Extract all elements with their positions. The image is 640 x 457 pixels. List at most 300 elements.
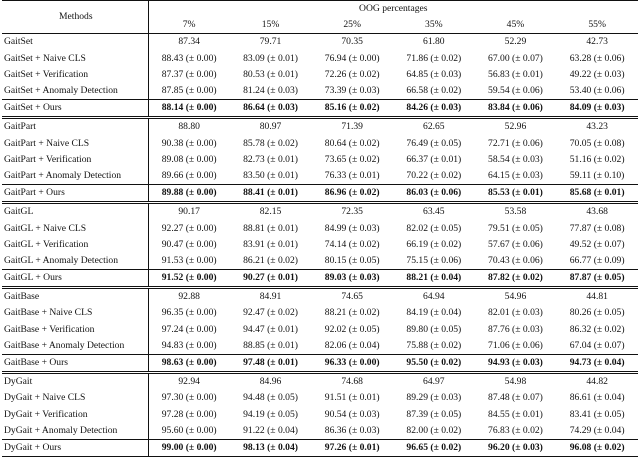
value-text: 74.65	[341, 291, 363, 303]
value-cell	[148, 270, 230, 288]
value-text: 85.16 (± 0.02)	[324, 102, 380, 114]
value-cell	[556, 423, 638, 440]
value-text: 92.27 (± 0.00)	[161, 222, 217, 234]
value-text: 86.96 (± 0.02)	[324, 187, 380, 199]
value-text: 86.61 (± 0.04)	[569, 392, 625, 404]
value-text: 80.26 (± 0.05)	[569, 307, 625, 319]
value-cell	[475, 288, 557, 306]
value-cell	[556, 203, 638, 221]
value-cell	[230, 220, 312, 236]
value-text: 88.14 (± 0.00)	[161, 102, 217, 114]
value-cell	[311, 118, 393, 136]
value-cell	[475, 185, 557, 203]
value-text: 89.08 (± 0.00)	[161, 153, 217, 165]
value-text: 86.03 (± 0.06)	[406, 187, 462, 199]
value-text: 63.45	[423, 206, 445, 218]
table-row	[2, 100, 638, 118]
table-row	[2, 118, 638, 136]
value-cell	[148, 305, 230, 321]
value-text: 90.27 (± 0.01)	[243, 272, 298, 284]
table-row	[2, 270, 638, 288]
value-text: 79.51 (± 0.05)	[488, 222, 543, 234]
value-cell	[556, 270, 638, 288]
value-cell	[148, 67, 230, 83]
table-row	[2, 338, 638, 355]
value-text: 92.94	[178, 376, 200, 388]
table-row	[2, 168, 638, 185]
column-header: 25%	[311, 17, 393, 34]
value-text: 84.96	[259, 376, 282, 388]
value-text: 89.29 (± 0.03)	[406, 392, 462, 404]
value-text: 94.19 (± 0.05)	[243, 408, 298, 420]
value-text: 80.97	[259, 121, 282, 133]
value-cell	[475, 136, 557, 152]
value-text: 82.06 (± 0.04)	[324, 339, 380, 351]
value-text: 82.01 (± 0.03)	[488, 307, 543, 319]
table-row	[2, 67, 638, 83]
value-text: 82.02 (± 0.05)	[406, 222, 462, 234]
value-cell	[230, 288, 312, 306]
value-text: 64.85 (± 0.03)	[406, 68, 462, 80]
value-cell	[230, 423, 312, 440]
value-text: 88.81 (± 0.01)	[243, 222, 298, 234]
value-text: 44.81	[586, 291, 608, 303]
value-cell	[475, 237, 557, 253]
value-text: 44.82	[586, 376, 608, 388]
value-text: 95.60 (± 0.00)	[161, 424, 217, 436]
method-name-cell: GaitGL	[2, 203, 148, 221]
method-name-cell: GaitPart	[2, 118, 148, 136]
value-text: 86.21 (± 0.02)	[243, 254, 298, 266]
value-cell	[311, 305, 393, 321]
table-row	[2, 288, 638, 306]
column-header: 15%	[230, 17, 312, 34]
value-cell	[393, 373, 475, 391]
value-cell	[556, 390, 638, 406]
value-cell	[148, 185, 230, 203]
value-cell	[393, 136, 475, 152]
value-text: 86.32 (± 0.02)	[569, 323, 625, 335]
value-text: 76.33 (± 0.01)	[324, 169, 380, 181]
value-cell	[230, 136, 312, 152]
value-text: 94.73 (± 0.04)	[569, 357, 625, 369]
value-text: 82.15	[259, 206, 282, 218]
value-text: 71.86 (± 0.02)	[406, 52, 462, 64]
value-text: 66.37 (± 0.01)	[406, 153, 462, 165]
table-row	[2, 423, 638, 440]
value-text: 73.65 (± 0.02)	[324, 153, 380, 165]
value-text: 43.23	[586, 121, 608, 133]
value-cell	[148, 423, 230, 440]
value-text: 87.82 (± 0.02)	[488, 272, 543, 284]
value-cell	[393, 152, 475, 168]
value-cell	[556, 407, 638, 423]
method-name-cell: GaitSet + Ours	[2, 100, 148, 118]
value-cell	[311, 390, 393, 406]
value-cell	[230, 439, 312, 456]
value-text: 57.67 (± 0.06)	[488, 238, 543, 250]
method-name-cell: DyGait + Verification	[2, 407, 148, 423]
value-text: 74.14 (± 0.02)	[324, 238, 380, 250]
value-text: 83.84 (± 0.06)	[488, 102, 543, 114]
value-text: 62.65	[423, 121, 445, 133]
value-cell	[311, 83, 393, 100]
value-text: 84.19 (± 0.04)	[406, 307, 462, 319]
value-cell	[475, 67, 557, 83]
value-cell	[311, 407, 393, 423]
value-cell	[311, 67, 393, 83]
value-cell	[556, 83, 638, 100]
value-text: 96.33 (± 0.00)	[324, 357, 380, 369]
value-text: 98.13 (± 0.04)	[243, 441, 298, 453]
value-text: 58.54 (± 0.03)	[488, 153, 543, 165]
value-text: 89.88 (± 0.00)	[161, 187, 217, 199]
value-text: 71.06 (± 0.06)	[488, 339, 543, 351]
value-text: 49.22 (± 0.03)	[569, 68, 625, 80]
value-cell	[393, 439, 475, 456]
value-text: 96.65 (± 0.02)	[406, 441, 462, 453]
value-text: 85.78 (± 0.02)	[243, 137, 298, 149]
value-text: 67.00 (± 0.07)	[488, 52, 543, 64]
value-cell	[148, 237, 230, 253]
value-text: 91.51 (± 0.01)	[324, 392, 380, 404]
value-cell	[393, 51, 475, 67]
value-text: 54.98	[504, 376, 527, 388]
value-cell	[311, 185, 393, 203]
value-cell	[230, 354, 312, 372]
value-text: 87.85 (± 0.00)	[161, 85, 217, 97]
value-cell	[311, 373, 393, 391]
value-cell	[556, 305, 638, 321]
value-text: 88.21 (± 0.02)	[324, 307, 380, 319]
value-cell	[475, 168, 557, 185]
table-row	[2, 253, 638, 270]
value-text: 83.09 (± 0.01)	[243, 52, 298, 64]
value-text: 97.24 (± 0.00)	[161, 323, 217, 335]
value-text: 91.52 (± 0.00)	[161, 272, 217, 284]
value-text: 89.66 (± 0.00)	[161, 169, 217, 181]
value-cell	[556, 185, 638, 203]
value-cell	[475, 270, 557, 288]
value-cell	[230, 51, 312, 67]
value-text: 74.29 (± 0.04)	[569, 424, 625, 436]
value-cell	[230, 185, 312, 203]
value-cell	[230, 390, 312, 406]
value-cell	[311, 270, 393, 288]
oog-percentages-header: OOG percentages	[148, 1, 638, 18]
value-text: 96.20 (± 0.03)	[488, 441, 543, 453]
value-cell	[230, 338, 312, 355]
value-cell	[311, 34, 393, 51]
method-name-cell: GaitSet	[2, 34, 148, 51]
column-header: 7%	[148, 17, 230, 34]
value-text: 76.49 (± 0.05)	[406, 137, 462, 149]
value-text: 99.00 (± 0.00)	[161, 441, 217, 453]
value-text: 54.96	[504, 291, 527, 303]
column-header: 55%	[556, 17, 638, 34]
value-cell	[556, 67, 638, 83]
value-cell	[311, 338, 393, 355]
value-text: 59.11 (± 0.10)	[569, 169, 625, 181]
value-cell	[393, 322, 475, 338]
value-cell	[475, 203, 557, 221]
value-text: 72.35	[341, 206, 363, 218]
value-cell	[393, 67, 475, 83]
value-text: 97.48 (± 0.01)	[243, 357, 298, 369]
value-cell	[311, 203, 393, 221]
value-cell	[148, 439, 230, 456]
value-text: 83.41 (± 0.05)	[569, 408, 625, 420]
value-cell	[230, 305, 312, 321]
value-cell	[230, 100, 312, 118]
value-cell	[148, 152, 230, 168]
results-table	[2, 0, 638, 457]
value-text: 53.58	[504, 206, 527, 218]
value-text: 96.08 (± 0.02)	[569, 441, 625, 453]
value-cell	[230, 168, 312, 185]
value-cell	[393, 34, 475, 51]
value-cell	[475, 152, 557, 168]
value-text: 84.55 (± 0.01)	[488, 408, 543, 420]
value-text: 56.83 (± 0.01)	[488, 68, 543, 80]
value-text: 83.50 (± 0.01)	[243, 169, 298, 181]
value-text: 88.41 (± 0.01)	[243, 187, 298, 199]
value-text: 43.68	[586, 206, 608, 218]
value-cell	[393, 423, 475, 440]
value-cell	[148, 168, 230, 185]
table-row	[2, 237, 638, 253]
value-text: 96.35 (± 0.00)	[161, 307, 217, 319]
value-cell	[148, 136, 230, 152]
value-text: 95.50 (± 0.02)	[406, 357, 462, 369]
value-text: 87.34	[178, 36, 200, 48]
table-row	[2, 373, 638, 391]
value-text: 92.02 (± 0.05)	[324, 323, 380, 335]
value-text: 52.96	[504, 121, 527, 133]
value-cell	[475, 338, 557, 355]
value-cell	[393, 390, 475, 406]
value-cell	[148, 34, 230, 51]
value-cell	[148, 407, 230, 423]
value-cell	[311, 288, 393, 306]
method-name-cell: GaitSet + Anomaly Detection	[2, 83, 148, 100]
value-cell	[311, 439, 393, 456]
value-text: 64.15 (± 0.03)	[488, 169, 543, 181]
value-cell	[230, 270, 312, 288]
value-cell	[393, 354, 475, 372]
value-cell	[556, 288, 638, 306]
value-text: 84.91	[259, 291, 282, 303]
value-text: 91.53 (± 0.00)	[161, 254, 217, 266]
value-text: 88.80	[178, 121, 200, 133]
value-text: 70.35	[341, 36, 363, 48]
value-cell	[475, 51, 557, 67]
method-name-cell: GaitPart + Verification	[2, 152, 148, 168]
value-text: 76.94 (± 0.00)	[324, 52, 380, 64]
value-text: 72.26 (± 0.02)	[324, 68, 380, 80]
value-cell	[556, 118, 638, 136]
value-cell	[311, 152, 393, 168]
method-name-cell: GaitBase	[2, 288, 148, 306]
value-cell	[148, 100, 230, 118]
value-text: 66.19 (± 0.02)	[406, 238, 462, 250]
value-cell	[148, 253, 230, 270]
value-cell	[230, 118, 312, 136]
value-text: 53.40 (± 0.06)	[569, 85, 625, 97]
value-cell	[148, 373, 230, 391]
value-cell	[148, 203, 230, 221]
value-cell	[148, 322, 230, 338]
value-text: 90.17	[178, 206, 200, 218]
method-name-cell: GaitGL + Naive CLS	[2, 220, 148, 236]
value-text: 98.63 (± 0.00)	[161, 357, 217, 369]
value-text: 97.30 (± 0.00)	[161, 392, 217, 404]
value-cell	[311, 237, 393, 253]
value-text: 84.09 (± 0.03)	[569, 102, 625, 114]
value-text: 70.05 (± 0.08)	[569, 137, 625, 149]
value-cell	[475, 373, 557, 391]
value-cell	[556, 34, 638, 51]
value-cell	[230, 83, 312, 100]
value-text: 86.36 (± 0.03)	[324, 424, 380, 436]
value-cell	[393, 83, 475, 100]
value-cell	[148, 390, 230, 406]
method-name-cell: GaitBase + Verification	[2, 322, 148, 338]
value-text: 75.88 (± 0.02)	[406, 339, 462, 351]
value-text: 79.71	[259, 36, 282, 48]
value-cell	[556, 439, 638, 456]
value-text: 66.77 (± 0.09)	[569, 254, 625, 266]
value-text: 71.39	[341, 121, 363, 133]
value-cell	[475, 305, 557, 321]
value-cell	[230, 152, 312, 168]
value-text: 82.00 (± 0.02)	[406, 424, 462, 436]
table-row	[2, 136, 638, 152]
value-text: 81.24 (± 0.03)	[243, 85, 298, 97]
value-text: 90.54 (± 0.03)	[324, 408, 380, 420]
value-cell	[475, 83, 557, 100]
value-cell	[393, 185, 475, 203]
value-cell	[393, 118, 475, 136]
table-row	[2, 185, 638, 203]
table-row	[2, 390, 638, 406]
column-header: 45%	[475, 17, 557, 34]
value-text: 87.76 (± 0.03)	[488, 323, 543, 335]
value-text: 90.38 (± 0.00)	[161, 137, 217, 149]
value-text: 85.68 (± 0.01)	[569, 187, 625, 199]
value-cell	[556, 322, 638, 338]
value-cell	[475, 118, 557, 136]
value-text: 75.15 (± 0.06)	[406, 254, 462, 266]
value-cell	[556, 168, 638, 185]
value-cell	[475, 322, 557, 338]
value-cell	[311, 354, 393, 372]
value-cell	[148, 354, 230, 372]
value-text: 80.64 (± 0.02)	[324, 137, 380, 149]
value-text: 94.47 (± 0.01)	[243, 323, 298, 335]
value-text: 92.47 (± 0.02)	[243, 307, 298, 319]
value-cell	[393, 203, 475, 221]
value-cell	[475, 407, 557, 423]
method-name-cell: GaitBase + Naive CLS	[2, 305, 148, 321]
table-row	[2, 305, 638, 321]
value-cell	[556, 136, 638, 152]
value-text: 70.22 (± 0.02)	[406, 169, 462, 181]
value-cell	[230, 407, 312, 423]
value-cell	[230, 237, 312, 253]
value-cell	[230, 203, 312, 221]
value-text: 73.39 (± 0.03)	[324, 85, 380, 97]
value-text: 72.71 (± 0.06)	[488, 137, 543, 149]
value-cell	[556, 338, 638, 355]
value-text: 70.43 (± 0.06)	[488, 254, 543, 266]
method-name-cell: GaitBase + Anomaly Detection	[2, 338, 148, 355]
value-text: 51.16 (± 0.02)	[569, 153, 625, 165]
value-cell	[393, 288, 475, 306]
value-cell	[311, 423, 393, 440]
value-text: 84.99 (± 0.03)	[324, 222, 380, 234]
value-cell	[393, 270, 475, 288]
value-text: 94.48 (± 0.05)	[243, 392, 298, 404]
value-text: 90.47 (± 0.00)	[161, 238, 217, 250]
value-text: 87.39 (± 0.05)	[406, 408, 462, 420]
value-text: 88.85 (± 0.01)	[243, 339, 298, 351]
value-cell	[393, 338, 475, 355]
header-row-1	[2, 1, 638, 18]
value-cell	[311, 253, 393, 270]
value-cell	[230, 253, 312, 270]
value-cell	[556, 51, 638, 67]
value-text: 94.93 (± 0.03)	[488, 357, 543, 369]
value-cell	[556, 237, 638, 253]
value-cell	[475, 439, 557, 456]
value-text: 97.26 (± 0.01)	[324, 441, 380, 453]
value-text: 82.73 (± 0.01)	[243, 153, 298, 165]
value-cell	[148, 118, 230, 136]
value-cell	[556, 373, 638, 391]
value-cell	[393, 237, 475, 253]
value-cell	[230, 322, 312, 338]
value-cell	[393, 220, 475, 236]
method-name-cell: DyGait + Ours	[2, 439, 148, 456]
value-cell	[556, 152, 638, 168]
value-text: 87.48 (± 0.07)	[488, 392, 543, 404]
method-name-cell: GaitGL + Ours	[2, 270, 148, 288]
value-text: 94.83 (± 0.00)	[161, 339, 217, 351]
value-cell	[475, 253, 557, 270]
value-text: 86.64 (± 0.03)	[243, 102, 298, 114]
method-name-cell: GaitSet + Naive CLS	[2, 51, 148, 67]
value-cell	[556, 253, 638, 270]
results-table-body	[2, 1, 638, 457]
value-text: 87.37 (± 0.00)	[161, 68, 217, 80]
value-cell	[148, 288, 230, 306]
value-cell	[475, 220, 557, 236]
value-text: 64.97	[423, 376, 445, 388]
value-cell	[393, 407, 475, 423]
value-text: 63.28 (± 0.06)	[569, 52, 625, 64]
value-text: 77.87 (± 0.08)	[569, 222, 625, 234]
method-name-cell: GaitBase + Ours	[2, 354, 148, 372]
value-cell	[475, 354, 557, 372]
value-cell	[148, 51, 230, 67]
value-text: 61.80	[423, 36, 445, 48]
value-cell	[393, 253, 475, 270]
value-cell	[311, 322, 393, 338]
method-name-cell: GaitGL + Anomaly Detection	[2, 253, 148, 270]
value-cell	[148, 338, 230, 355]
value-cell	[475, 100, 557, 118]
